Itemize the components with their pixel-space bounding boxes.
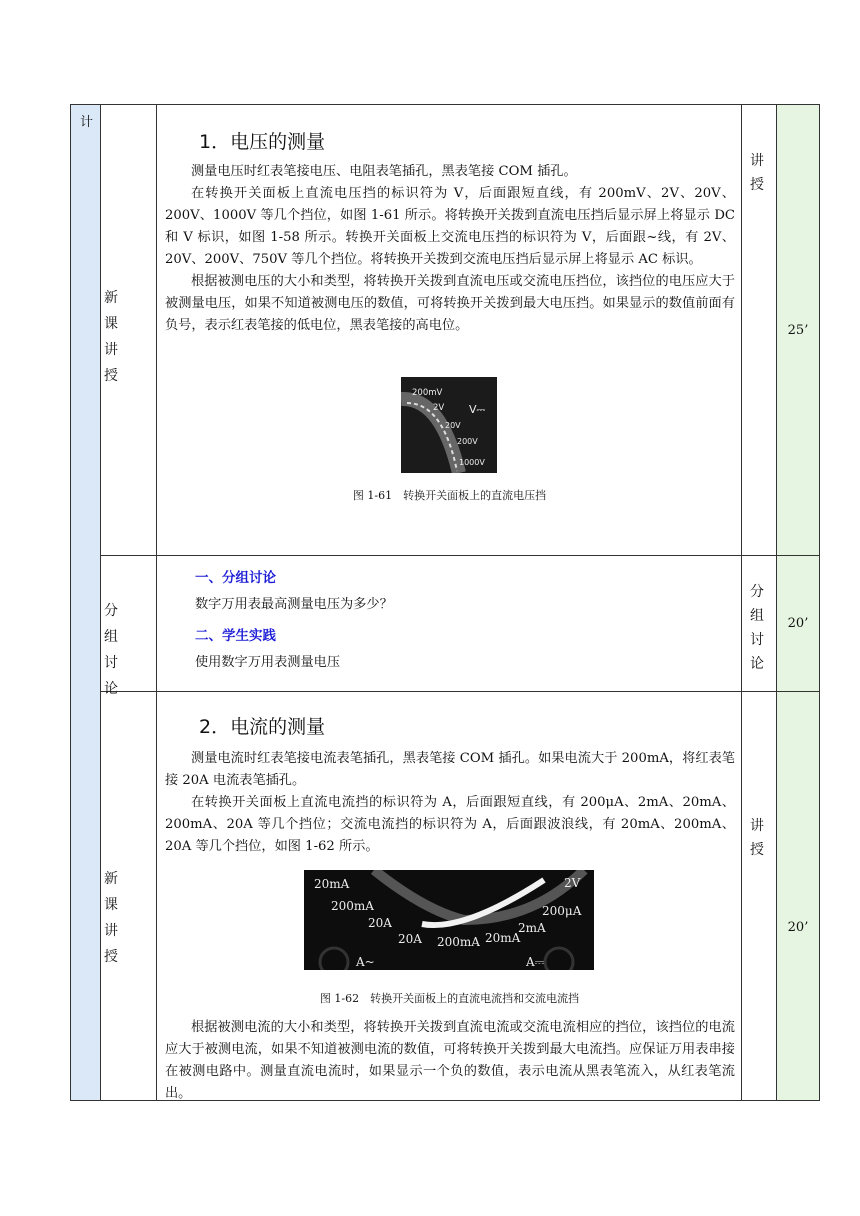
row2-time: 20’ [787,616,809,631]
row1-label: 新 课 讲 授 [104,290,128,384]
row1-method-cell [742,105,777,556]
row1-label-cell [101,105,157,556]
row2-time-cell [777,556,819,692]
fig-label: V⎓ [469,403,486,416]
fig-label: 1000V [459,458,485,467]
lesson-table [70,104,820,1101]
current-figure [304,870,594,970]
row1-time-cell [777,105,819,556]
paragraph: 测量电流时红表笔接电流表笔插孔，黑表笔接 COM 插孔。如果电流大于 200mA，将红表笔接 20A 电流表笔插孔。 [165,751,735,788]
fig-label: 2V [564,876,581,890]
row2-item1-text: 数字万用表最高测量电压为多少？ [195,597,393,612]
paragraph: 在转换开关面板上直流电压挡的标识符为 V，后面跟短直线，有 200mV、2V、20V、200V、1000V 等几个挡位，如图 1-61 所示。将转换开关拨到直流电压挡后显示屏上将显示 DC 和 V 标识，如图 1-58 所示。转换开关面板上交流电压挡的标识符为 V，后面跟~线，有 2V、20V、200V、750V 等几个挡位。将转换开关拨到交流电压挡后显示屏上将显示 AC 标识。 [165,186,735,267]
fig-label: 20mA [314,877,350,891]
row2-method: 分组讨论 [750,584,764,672]
row3-method: 讲授 [750,818,764,858]
row3-label: 新 课 讲 授 [104,871,128,965]
dc-voltage-dial-image [401,377,497,473]
row2-item1-title: 一、分组讨论 [195,570,276,586]
dc-voltage-figure [401,377,497,473]
row3-body-bottom [165,1017,735,1105]
row1-figure-caption: 图 1-61 转换开关面板上的直流电压挡 [352,489,547,502]
fig-label: 2V [433,403,445,413]
row3-label-cell [101,692,157,1100]
row2-method-cell [742,556,777,692]
row3-method-cell [742,692,777,1100]
fig-label: 200μA [542,904,582,918]
fig-label: 20A [368,916,392,930]
row3-figure-caption: 图 1-62 转换开关面板上的直流电流挡和交流电流挡 [319,992,580,1005]
fig-label: 200mV [412,388,443,398]
fig-label: 20V [445,421,461,430]
row2-item2-text: 使用数字万用表测量电压 [195,655,341,670]
row3-time: 20’ [787,920,809,935]
fig-label: 200V [457,437,478,446]
row3-body-top [165,748,735,858]
row2-content [157,556,742,692]
row2-item2-title: 二、学生实践 [195,628,276,644]
current-dial-image [304,870,594,970]
row1-content [157,105,742,556]
paragraph: 测量电压时红表笔接电压、电阻表笔插孔，黑表笔接 COM 插孔。 [191,164,577,179]
left-label: 计 [80,115,94,130]
row1-time: 25’ [787,323,809,338]
fig-label: 200mA [331,899,374,913]
row1-heading: 1．电压的测量 [199,131,326,153]
fig-label: 2mA [518,921,546,935]
fig-label: A⎓ [526,955,545,969]
row1-body [165,161,735,337]
row1-method: 讲授 [750,153,764,193]
row3-content [157,692,742,1100]
paragraph: 根据被测电压的大小和类型，将转换开关拨到直流电压或交流电压挡位，该挡位的电压应大于被测量电压，如果不知道被测电压的数值，可将转换开关拨到最大电压挡。如果显示的数值前面有负号，表示红表笔接的低电位，黑表笔接的高电位。 [165,274,735,333]
row2-label-cell [101,556,157,697]
fig-label: 20A [398,932,422,946]
left-column [71,105,101,1100]
row3-time-cell [777,692,819,1100]
fig-label: 200mA [437,935,480,949]
paragraph: 在转换开关面板上直流电流挡的标识符为 A，后面跟短直线，有 200μA、2mA、20mA、200mA、20A 等几个挡位；交流电流挡的标识符为 A，后面跟波浪线，有 20mA、200mA、20A 等几个挡位，如图 1-62 所示。 [165,795,735,854]
row3-heading: 2．电流的测量 [199,716,326,738]
fig-label: A~ [356,955,375,969]
row2-label: 分 组 讨 论 [104,603,128,697]
fig-label: 20mA [485,931,521,945]
paragraph: 根据被测电流的大小和类型，将转换开关拨到直流电流或交流电流相应的挡位，该挡位的电流应大于被测电流，如果不知道被测电流的数值，可将转换开关拨到最大电流挡。应保证万用表串接在被测电路中。测量直流电流时，如果显示一个负的数值，表示电流从黑表笔流入，从红表笔流出。 [165,1020,735,1101]
